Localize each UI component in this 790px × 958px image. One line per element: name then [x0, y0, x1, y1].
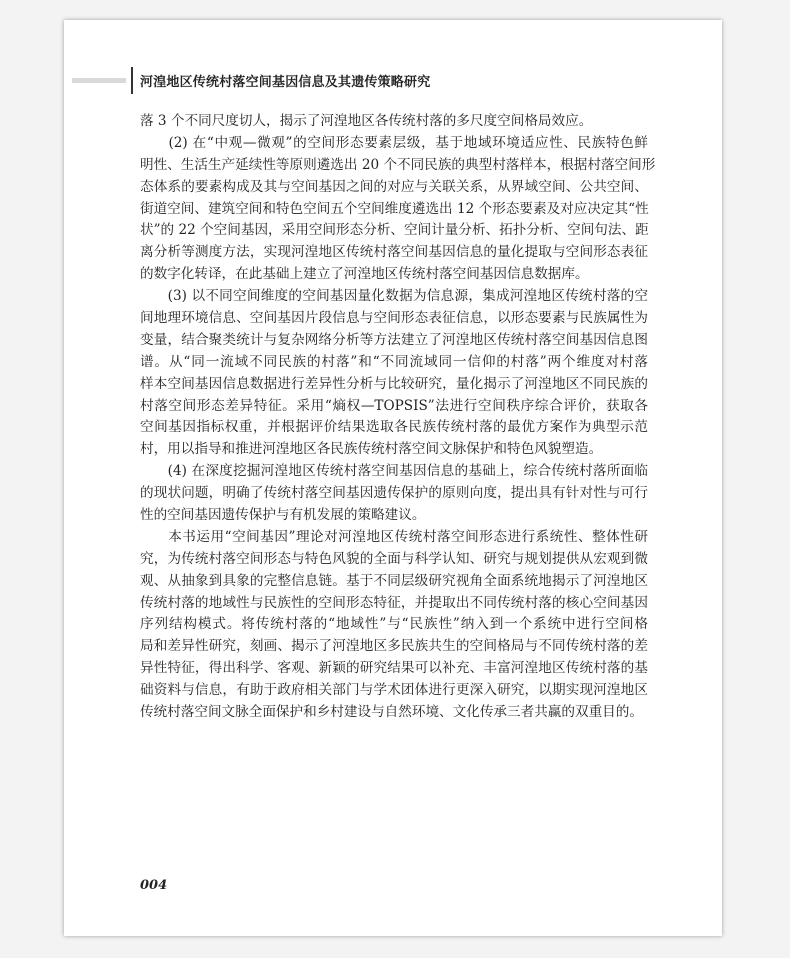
- running-header-title: 河湟地区传统村落空间基因信息及其遗传策略研究: [140, 75, 431, 90]
- body-text: [140, 111, 656, 724]
- text-line: 传统村落空间文脉全面保护和乡村建设与自然环境、文化传承三者共赢的双重目的。: [140, 704, 643, 721]
- text-line: (2) 在“中观—微观”的空间形态要素层级，基于地域环境适应性、民族特色鲜: [140, 134, 648, 151]
- text-line: 村，用以指导和推进河湟地区各民族传统村落空间文脉保护和特色风貌塑造。: [140, 441, 603, 458]
- paragraph: [140, 527, 648, 724]
- text-line: 的数字化转译，在此基础上建立了河湟地区传统村落空间基因信息数据库。: [140, 266, 589, 283]
- text-line: 传统村落的地域性与民族性的空间形态特征，并提取出不同传统村落的核心空间基因: [140, 594, 648, 611]
- header-decoration-bar: [72, 78, 126, 83]
- text-line: 局和差异性研究，刻画、揭示了河湟地区多民族共生的空间格局与不同传统村落的差: [140, 638, 648, 655]
- text-line: 础资料与信息，有助于政府相关部门与学术团体进行更深入研究，以期实现河湟地区: [140, 682, 648, 699]
- text-line: (3) 以不同空间维度的空间基因量化数据为信息源，集成河湟地区传统村落的空: [140, 288, 648, 305]
- text-line: 序列结构模式。将传统村落的“地域性”与“民族性”纳入到一个系统中进行空间格: [140, 616, 648, 633]
- paragraph: [140, 286, 648, 461]
- header-divider: [131, 67, 133, 94]
- text-line: 变量，结合聚类统计与复杂网络分析等方法建立了河湟地区传统村落空间基因信息图: [140, 331, 648, 348]
- text-line: 本书运用“空间基因”理论对河湟地区传统村落空间形态进行系统性、整体性研: [140, 528, 648, 545]
- text-line: 状”的 22 个空间基因，采用空间形态分析、空间计量分析、拓扑分析、空间句法、距: [140, 222, 649, 239]
- paragraph: [140, 133, 656, 286]
- text-line: 空间基因指标权重，并根据评价结果选取各民族传统村落的最优方案作为典型示范: [140, 419, 648, 436]
- paragraph: [140, 461, 648, 527]
- text-line: 谱。从“同一流域不同民族的村落”和“不同流域同一信仰的村落”两个维度对村落: [140, 353, 648, 370]
- book-page: [64, 20, 722, 936]
- text-line: 明性、生活生产延续性等原则遴选出 20 个不同民族的典型村落样本，根据村落空间形: [140, 156, 656, 173]
- text-line: (4) 在深度挖掘河湟地区传统村落空间基因信息的基础上，综合传统村落所面临: [140, 463, 648, 480]
- text-line: 态体系的要素构成及其与空间基因之间的对应与关联关系，从界域空间、公共空间、: [140, 178, 648, 195]
- page-number: 004: [140, 878, 168, 893]
- paragraph: [140, 111, 648, 133]
- text-line: 离分析等测度方法，实现河湟地区传统村落空间基因信息的量化提取与空间形态表征: [140, 244, 648, 261]
- text-line: 街道空间、建筑空间和特色空间五个空间维度遴选出 12 个形态要素及对应决定其“性: [140, 200, 649, 217]
- text-line: 间地理环境信息、空间基因片段信息与空间形态表征信息，以形态要素与民族属性为: [140, 310, 648, 327]
- text-line: 的现状问题，明确了传统村落空间基因遗传保护的原则向度，提出具有针对性与可行: [140, 485, 648, 502]
- text-line: 异性特征，得出科学、客观、新颖的研究结果可以补充、丰富河湟地区传统村落的基: [140, 660, 648, 677]
- text-line: 究，为传统村落空间形态与特色风貌的全面与科学认知、研究与规划提供从宏观到微: [140, 550, 648, 567]
- text-line: 落 3 个不同尺度切人，揭示了河湟地区各传统村落的多尺度空间格局效应。: [140, 113, 593, 129]
- text-line: 观、从抽象到具象的完整信息链。基于不同层级研究视角全面系统地揭示了河湟地区: [140, 572, 648, 589]
- text-line: 性的空间基因遗传保护与有机发展的策略建议。: [140, 507, 426, 524]
- text-line: 样本空间基因信息数据进行差异性分析与比较研究，量化揭示了河湟地区不同民族的: [140, 375, 648, 392]
- text-line: 村落空间形态差异特征。采用“熵权—TOPSIS”法进行空间秩序综合评价，获取各: [140, 397, 648, 414]
